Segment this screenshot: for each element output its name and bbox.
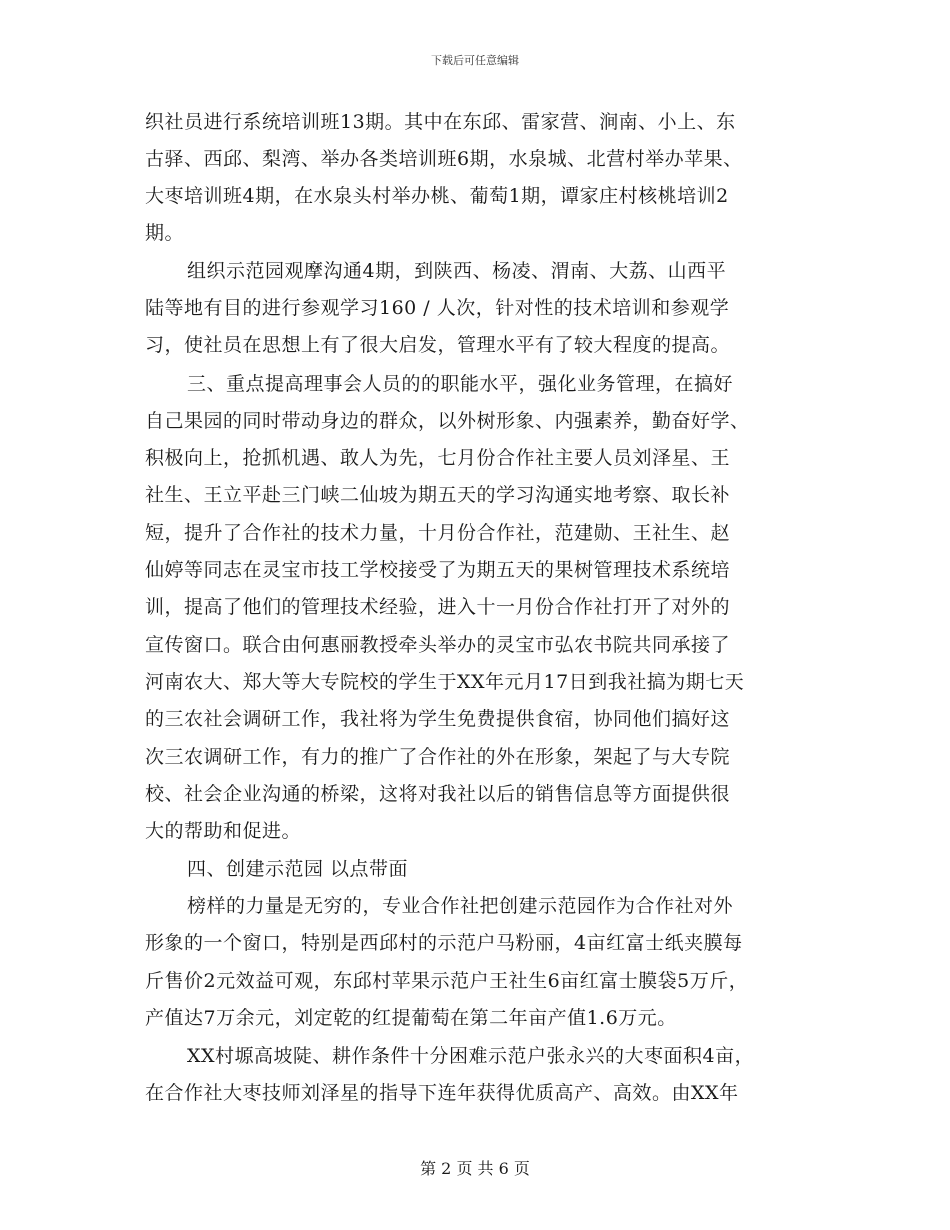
text-line: 社生、王立平赴三门峡二仙坡为期五天的学习沟通实地考察、取长补 (145, 484, 731, 506)
text-line: 习，使社员在思想上有了很大启发，管理水平有了较大程度的提高。 (145, 334, 731, 356)
text-line: 大的帮助和促进。 (145, 820, 302, 842)
text-line: 产值达7万余元，刘定乾的红提葡萄在第二年亩产值1.6万元。 (145, 1007, 677, 1029)
text-line: XX村塬高坡陡、耕作条件十分困难示范户张永兴的大枣面积4亩， (187, 1045, 755, 1067)
text-line: 三、重点提高理事会人员的的职能水平，强化业务管理，在搞好 (187, 373, 734, 395)
text-line: 校、社会企业沟通的桥梁，这将对我社以后的销售信息等方面提供很 (145, 783, 731, 805)
text-line: 织社员进行系统培训班13期。其中在东邱、雷家营、涧南、小上、东 (145, 111, 736, 133)
text-line: 期。 (145, 222, 185, 244)
text-line: 的三农社会调研工作，我社将为学生免费提供食宿，协同他们搞好这 (145, 708, 731, 730)
text-line: 次三农调研工作，有力的推广了合作社的外在形象，架起了与大专院 (145, 746, 731, 768)
page-header: 下载后可任意编辑 (431, 54, 519, 67)
text-line: 榜样的力量是无穷的，专业合作社把创建示范园作为合作社对外 (187, 895, 734, 917)
text-line: 自己果园的同时带动身边的群众，以外树形象、内强素养，勤奋好学、 (145, 410, 750, 432)
text-line: 宣传窗口。联合由何惠丽教授牵头举办的灵宝市弘农书院共同承接了 (145, 634, 731, 656)
text-line: 斤售价2元效益可观，东邱村苹果示范户王社生6亩红富士膜袋5万斤， (145, 970, 749, 992)
text-line: 训，提高了他们的管理技术经验，进入十一月份合作社打开了对外的 (145, 596, 731, 618)
text-line: 陆等地有目的进行参观学习160 / 人次，针对性的技术培训和参观学 (145, 297, 730, 319)
text-line: 河南农大、郑大等大专院校的学生于XX年元月17日到我社搞为期七天 (145, 671, 745, 693)
text-line: 形象的一个窗口，特别是西邱村的示范户马粉丽，4亩红富士纸夹膜每 (145, 932, 743, 954)
page-footer: 第 2 页 共 6 页 (420, 1159, 530, 1178)
text-line: 在合作社大枣技师刘泽星的指导下连年获得优质高产、高效。由XX年 (145, 1082, 739, 1104)
text-line: 仙婷等同志在灵宝市技工学校接受了为期五天的果树管理技术系统培 (145, 559, 731, 581)
text-line: 短，提升了合作社的技术力量，十月份合作社，范建勋、王社生、赵 (145, 522, 731, 544)
section-heading: 四、创建示范园 以点带面 (187, 858, 409, 880)
text-line: 古驿、西邱、梨湾、举办各类培训班6期，水泉城、北营村举办苹果、 (145, 148, 743, 170)
text-line: 组织示范园观摩沟通4期，到陕西、杨凌、渭南、大荔、山西平 (187, 260, 727, 282)
text-line: 积极向上，抢抓机遇、敢人为先，七月份合作社主要人员刘泽星、王 (145, 447, 731, 469)
text-line: 大枣培训班4期，在水泉头村举办桃、葡萄1期，谭家庄村核桃培训2 (145, 185, 729, 207)
